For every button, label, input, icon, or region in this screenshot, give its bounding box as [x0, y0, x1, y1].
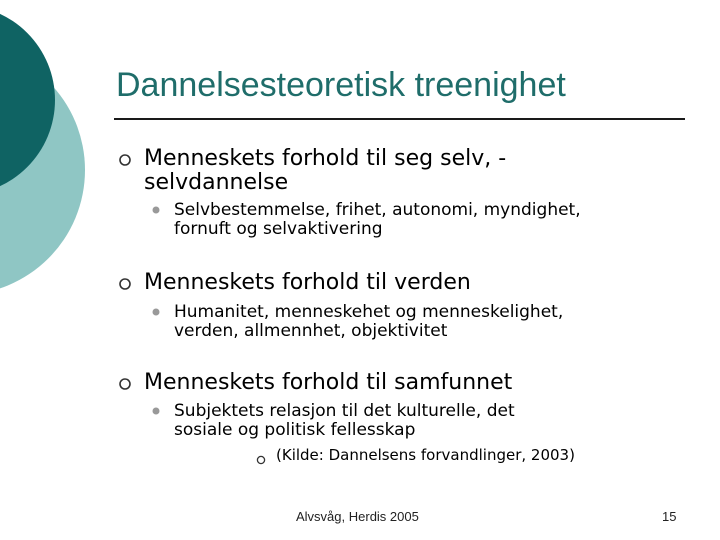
sub-bullet-text-continued: verden, allmennhet, objektivitet [174, 321, 448, 341]
bullet-text-continued: selvdannelse [144, 170, 289, 195]
hollow-circle-bullet-icon [118, 377, 132, 391]
decorative-corner-circles [0, 0, 130, 300]
sub-bullet-text: Selvbestemmelse, frihet, autonomi, myndighet, [174, 200, 581, 220]
slide-number: 15 [662, 509, 677, 524]
title-divider [114, 118, 685, 120]
bullet-text: Menneskets forhold til samfunnet [144, 370, 513, 395]
sub-bullet-text-continued: fornuft og selvaktivering [174, 219, 383, 239]
bullet-text: Menneskets forhold til seg selv, - [144, 146, 507, 171]
sub-bullet-text: Humanitet, menneskehet og menneskelighet, [174, 302, 564, 322]
hollow-circle-bullet-icon [256, 450, 266, 460]
filled-circle-bullet-icon [152, 407, 160, 415]
filled-circle-bullet-icon [152, 206, 160, 214]
bullet-text: Menneskets forhold til verden [144, 270, 471, 295]
sub-bullet-text: Subjektets relasjon til det kulturelle, det [174, 401, 515, 421]
hollow-circle-bullet-icon [118, 277, 132, 291]
slide-title: Dannelsesteoretisk treenighet [116, 66, 566, 104]
filled-circle-bullet-icon [152, 308, 160, 316]
sub-bullet-text-continued: sosiale og politisk fellesskap [174, 420, 416, 440]
footer-author: Alvsvåg, Herdis 2005 [296, 509, 419, 524]
source-citation: (Kilde: Dannelsens forvandlinger, 2003) [276, 446, 575, 464]
hollow-circle-bullet-icon [118, 153, 132, 167]
